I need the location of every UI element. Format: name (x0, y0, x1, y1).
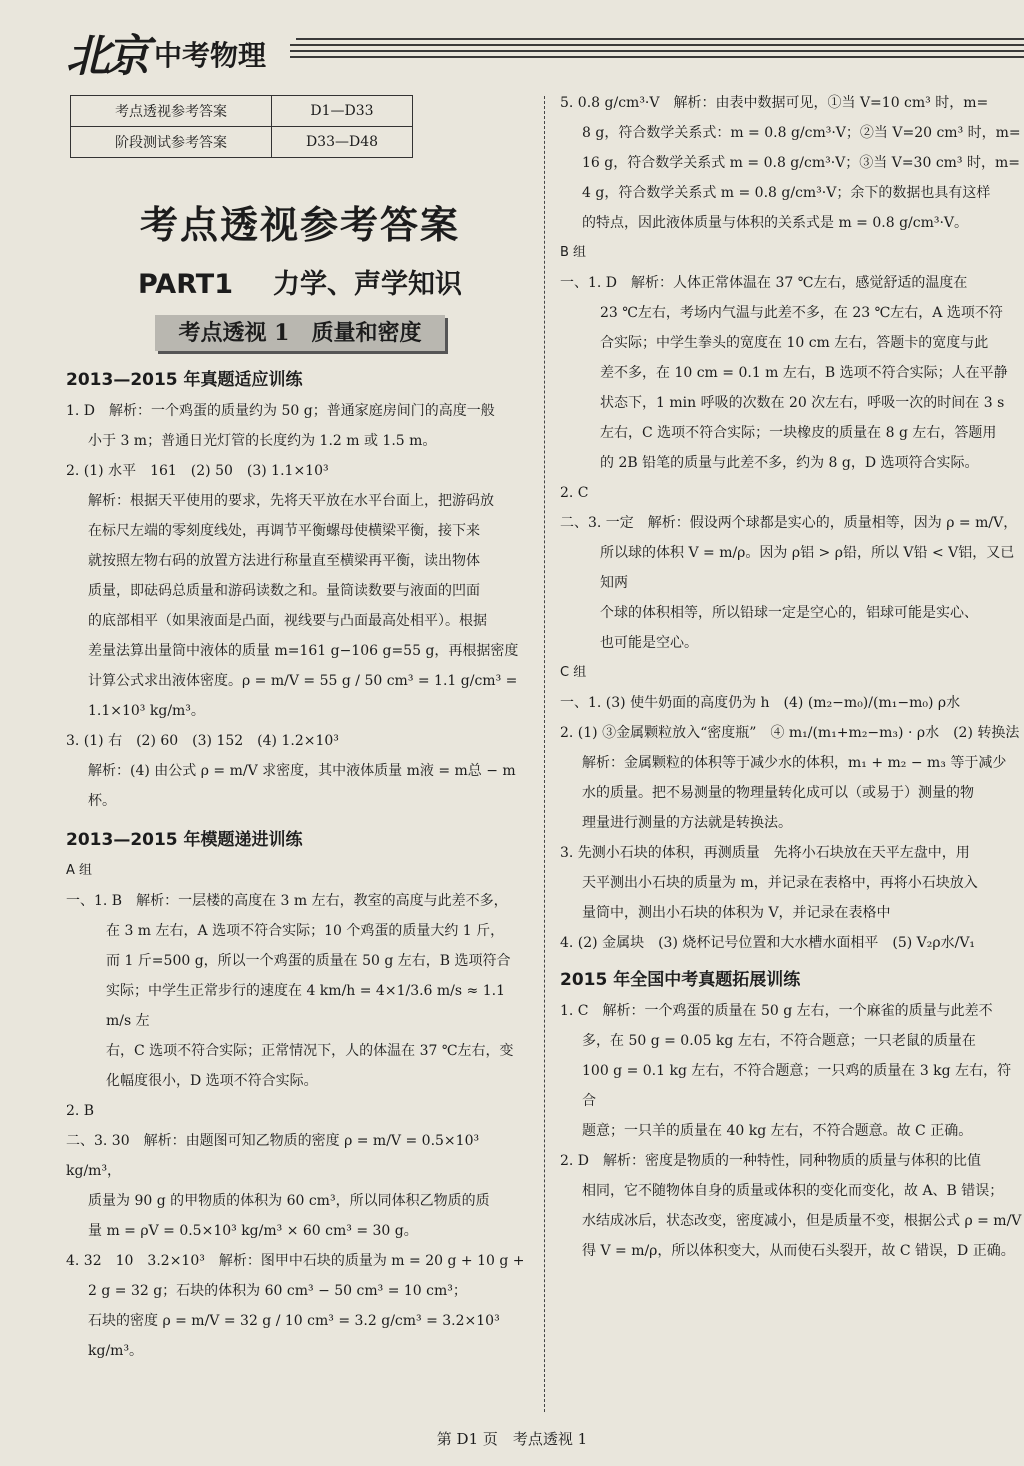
text-line: 3. (1) 右 (2) 60 (3) 152 (4) 1.2×10³ (66, 733, 339, 749)
text-line: 合实际；中学生拳头的宽度在 10 cm 左右，答题卡的宽度与此 (600, 335, 989, 351)
text-line: 1. C 解析：一个鸡蛋的质量在 50 g 左右，一个麻雀的质量与此差不 (560, 1003, 993, 1019)
text-line: 一、1. D 解析：人体正常体温在 37 ℃左右，感觉舒适的温度在 (560, 275, 968, 291)
index-label: 阶段测试参考答案 (71, 127, 272, 158)
text-line: 2. (1) ③金属颗粒放入“密度瓶” ④ m₁/(m₁+m₂−m₃) · ρ水 (2) 转换法 (560, 725, 1020, 741)
text-line: 石块的密度 ρ = m/V = 32 g / 10 cm³ = 3.2 g/cm³ = 3.2×10³ kg/m³。 (88, 1313, 500, 1359)
text-line: 所以球的体积 V = m/ρ。因为 ρ铝 > ρ铅，所以 V铅 < V铝，又已知两 (600, 545, 1015, 591)
text-line: 在标尺左端的零刻度线处，再调节平衡螺母使横梁平衡，接下来 (88, 523, 480, 539)
text-line: 多，在 50 g = 0.05 kg 左右，不符合题意；一只老鼠的质量在 (582, 1033, 976, 1049)
text-line: 量筒中，测出小石块的体积为 V，并记录在表格中 (582, 905, 891, 921)
text-line: 解析：金属颗粒的体积等于减少水的体积，m₁ + m₂ − m₃ 等于减少 (582, 755, 1007, 771)
text-line: 左右，C 选项不符合实际；一块橡皮的质量在 8 g 左右，答题用 (600, 425, 997, 441)
page-footer: 第 D1 页 考点透视 1 (436, 1430, 588, 1448)
text-line: 题意；一只羊的质量在 40 kg 左右，不符合题意。故 C 正确。 (582, 1123, 973, 1139)
heading: 2013—2015 年真题适应训练 (66, 370, 303, 390)
index-label: 考点透视参考答案 (71, 96, 272, 127)
table-row (71, 96, 413, 127)
heading: 2013—2015 年模题递进训练 (66, 830, 303, 850)
text-line: 天平测出小石块的质量为 m，并记录在表格中，再将小石块放入 (582, 875, 978, 891)
right-column (560, 88, 1022, 1266)
text-line: 化幅度很小，D 选项不符合实际。 (106, 1073, 318, 1089)
index-range: D33—D48 (272, 127, 413, 158)
text-line: 理量进行测量的方法就是转换法。 (582, 815, 792, 831)
column-divider (544, 96, 545, 1412)
group-label: C 组 (560, 665, 587, 680)
text-line: 相同，它不随物体自身的质量或体积的变化而变化，故 A、B 错误； (582, 1183, 1004, 1199)
text-line: 右，C 选项不符合实际；正常情况下，人的体温在 37 ℃左右，变 (106, 1043, 514, 1059)
header-brand (66, 20, 266, 84)
header-rule (290, 38, 1024, 62)
text-line: 二、3. 一定 解析：假设两个球都是实心的，质量相等，因为 ρ = m/V， (560, 515, 1018, 531)
group-label: A 组 (66, 863, 93, 878)
text-line: 二、3. 30 解析：由题图可知乙物质的密度 ρ = m/V = 0.5×10³ kg/m³， (66, 1133, 480, 1179)
text-line: 4 g，符合数学关系式 m = 0.8 g/cm³·V；余下的数据也具有这样 (582, 185, 991, 201)
text-line: 2 g = 32 g；石块的体积为 60 cm³ − 50 cm³ = 10 cm³； (88, 1283, 467, 1299)
text-line: 2. B (66, 1103, 95, 1119)
text-line: 而 1 斤=500 g，所以一个鸡蛋的质量在 50 g 左右，B 选项符合 (106, 953, 511, 969)
group-label: B 组 (560, 245, 587, 260)
text-line: 100 g = 0.1 kg 左右，不符合题意；一只鸡的质量在 3 kg 左右，符合 (582, 1063, 1012, 1109)
part-name: 力学、声学知识 (273, 269, 462, 300)
text-line: 的特点，因此液体质量与体积的关系式是 m = 0.8 g/cm³·V。 (582, 215, 969, 231)
text-line: 也可能是空心。 (600, 635, 698, 651)
text-line: 4. 32 10 3.2×10³ 解析：图甲中石块的质量为 m = 20 g + 10 g + (66, 1253, 525, 1269)
part-title (70, 262, 530, 301)
text-line: 在 3 m 左右，A 选项不符合实际；10 个鸡蛋的质量大约 1 斤， (106, 923, 505, 939)
text-line: 解析：(4) 由公式 ρ = m/V 求密度，其中液体质量 m液 = m总 − m杯。 (88, 763, 516, 809)
text-line: 一、1. (3) 使牛奶面的高度仍为 h (4) (m₂−m₀)/(m₁−m₀) ρ水 (560, 695, 961, 711)
text-line: 差量法算出量筒中液体的质量 m=161 g−106 g=55 g，再根据密度 (88, 643, 519, 659)
text-line: 的底部相平（如果液面是凸面，视线要与凸面最高处相平）。根据 (88, 613, 487, 629)
text-line: 2. C (560, 485, 589, 501)
text-line: 1.1×10³ kg/m³。 (88, 703, 205, 719)
subject-title: 中考物理 (154, 39, 267, 72)
text-line: 2. D 解析：密度是物质的一种特性，同种物质的质量与体积的比值 (560, 1153, 982, 1169)
table-row (71, 127, 413, 158)
text-line: 就按照左物右码的放置方法进行称量直至横梁再平衡，读出物体 (88, 553, 480, 569)
text-line: 实际；中学生正常步行的速度在 4 km/h = 4×1/3.6 m/s ≈ 1.1 m/s 左 (106, 983, 505, 1029)
text-line: 差不多，在 10 cm = 0.1 m 左右，B 选项不符合实际；人在平静 (600, 365, 1008, 381)
text-line: 质量，即砝码总质量和游码读数之和。量筒读数要与液面的凹面 (88, 583, 480, 599)
text-line: 1. D 解析：一个鸡蛋的质量约为 50 g；普通家庭房间门的高度一般 (66, 403, 495, 419)
text-line: 量 m = ρV = 0.5×10³ kg/m³ × 60 cm³ = 30 g。 (88, 1223, 418, 1239)
text-line: 5. 0.8 g/cm³·V 解析：由表中数据可见，①当 V=10 cm³ 时，m= (560, 95, 989, 111)
text-line: 水结成冰后，状态改变，密度减小，但是质量不变，根据公式 ρ = m/V (582, 1213, 1022, 1229)
left-column (66, 364, 534, 1366)
page-title: 考点透视参考答案 (139, 203, 460, 247)
text-line: 4. (2) 金属块 (3) 烧杯记号位置和大水槽水面相平 (5) V₂ρ水/V₁ (560, 935, 976, 951)
text-line: 个球的体积相等，所以铅球一定是空心的，铝球可能是实心、 (600, 605, 978, 621)
text-line: 小于 3 m；普通日光灯管的长度约为 1.2 m 或 1.5 m。 (88, 433, 437, 449)
text-line: 3. 先测小石块的体积，再测质量 先将小石块放在天平左盘中，用 (560, 845, 970, 861)
text-line: 16 g，符合数学关系式 m = 0.8 g/cm³·V；③当 V=30 cm³ 时，m= (582, 155, 1021, 171)
text-line: 8 g，符合数学关系式：m = 0.8 g/cm³·V；②当 V=20 cm³ 时，m= (582, 125, 1021, 141)
text-line: 的 2B 铅笔的质量与此差不多，约为 8 g，D 选项符合实际。 (600, 455, 979, 471)
text-line: 23 ℃左右，考场内气温与此差不多，在 23 ℃左右，A 选项不符 (600, 305, 1003, 321)
text-line: 水的质量。把不易测量的物理量转化成可以（或易于）测量的物 (582, 785, 974, 801)
answer-index-table (70, 95, 413, 158)
heading: 2015 年全国中考真题拓展训练 (560, 970, 801, 990)
text-line: 解析：根据天平使用的要求，先将天平放在水平台面上，把游码放 (88, 493, 494, 509)
text-line: 计算公式求出液体密度。ρ = m/V = 55 g / 50 cm³ = 1.1 g/cm³ = (88, 673, 518, 689)
section-title: 考点透视 1 质量和密度 (155, 315, 445, 351)
text-line: 一、1. B 解析：一层楼的高度在 3 m 左右，教室的高度与此差不多， (66, 893, 508, 909)
part-number: PART1 (138, 269, 233, 300)
text-line: 2. (1) 水平 161 (2) 50 (3) 1.1×10³ (66, 463, 329, 479)
text-line: 得 V = m/ρ，所以体积变大，从而使石头裂开，故 C 错误，D 正确。 (582, 1243, 1015, 1259)
index-range: D1—D33 (272, 96, 413, 127)
text-line: 状态下，1 min 呼吸的次数在 20 次左右，呼吸一次的时间在 3 s (600, 395, 1005, 411)
brand-logo: 北京 (66, 31, 146, 82)
text-line: 质量为 90 g 的甲物质的体积为 60 cm³，所以同体积乙物质的质 (88, 1193, 490, 1209)
